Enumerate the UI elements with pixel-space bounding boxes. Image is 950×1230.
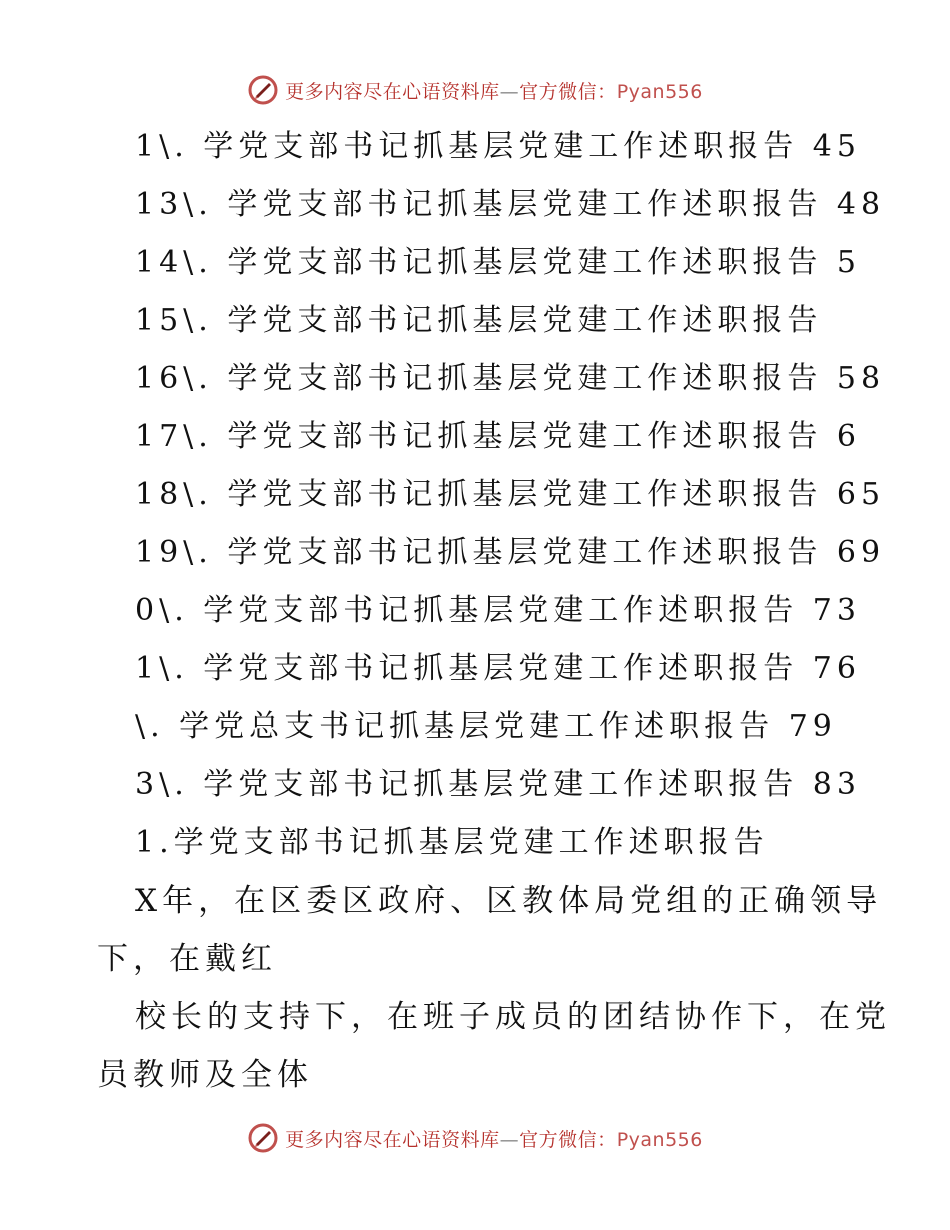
banner-account-id: Pyan556: [616, 80, 703, 103]
banner-separator: —: [499, 1128, 520, 1151]
toc-item: 0\. 学党支部书记抓基层党建工作述职报告 73: [135, 593, 861, 628]
body-line: 校长的支持下，在班子成员的团结协作下，在党: [135, 999, 891, 1035]
banner-title: 更多内容尽在心语资料库: [285, 80, 500, 103]
banner-text: [285, 1125, 703, 1152]
toc-item: 13\. 学党支部书记抓基层党建工作述职报告 48: [135, 187, 886, 222]
toc-item: 19\. 学党支部书记抓基层党建工作述职报告 69: [135, 535, 886, 570]
document-body: [97, 118, 891, 1104]
section-heading: 1.学党支部书记抓基层党建工作述职报告: [135, 825, 769, 860]
quill-logo-icon: [247, 1122, 279, 1154]
toc-item: 17\. 学党支部书记抓基层党建工作述职报告 6: [135, 419, 861, 454]
toc-item: 14\. 学党支部书记抓基层党建工作述职报告 5: [135, 245, 861, 280]
banner-account-label: 官方微信：: [519, 80, 617, 103]
toc-item: \. 学党总支书记抓基层党建工作述职报告 79: [135, 709, 837, 744]
banner-account-label: 官方微信：: [519, 1128, 617, 1151]
header-banner: [0, 70, 950, 110]
toc-item: 16\. 学党支部书记抓基层党建工作述职报告 58: [135, 361, 886, 396]
toc-item: 1\. 学党支部书记抓基层党建工作述职报告 76: [135, 651, 861, 686]
footer-banner: [0, 1118, 950, 1158]
toc-item: 1\. 学党支部书记抓基层党建工作述职报告 45: [135, 129, 861, 164]
toc-item: 18\. 学党支部书记抓基层党建工作述职报告 65: [135, 477, 886, 512]
quill-logo-icon: [247, 74, 279, 106]
toc-item: 3\. 学党支部书记抓基层党建工作述职报告 83: [135, 767, 861, 802]
banner-text: [285, 77, 703, 104]
body-line: 员教师及全体: [97, 1057, 313, 1093]
banner-title: 更多内容尽在心语资料库: [285, 1128, 500, 1151]
banner-separator: —: [499, 80, 520, 103]
body-line: 下，在戴红: [97, 941, 277, 977]
body-line: X年，在区委区政府、区教体局党组的正确领导: [135, 883, 883, 919]
banner-account-id: Pyan556: [616, 1128, 703, 1151]
toc-item: 15\. 学党支部书记抓基层党建工作述职报告: [135, 303, 823, 338]
